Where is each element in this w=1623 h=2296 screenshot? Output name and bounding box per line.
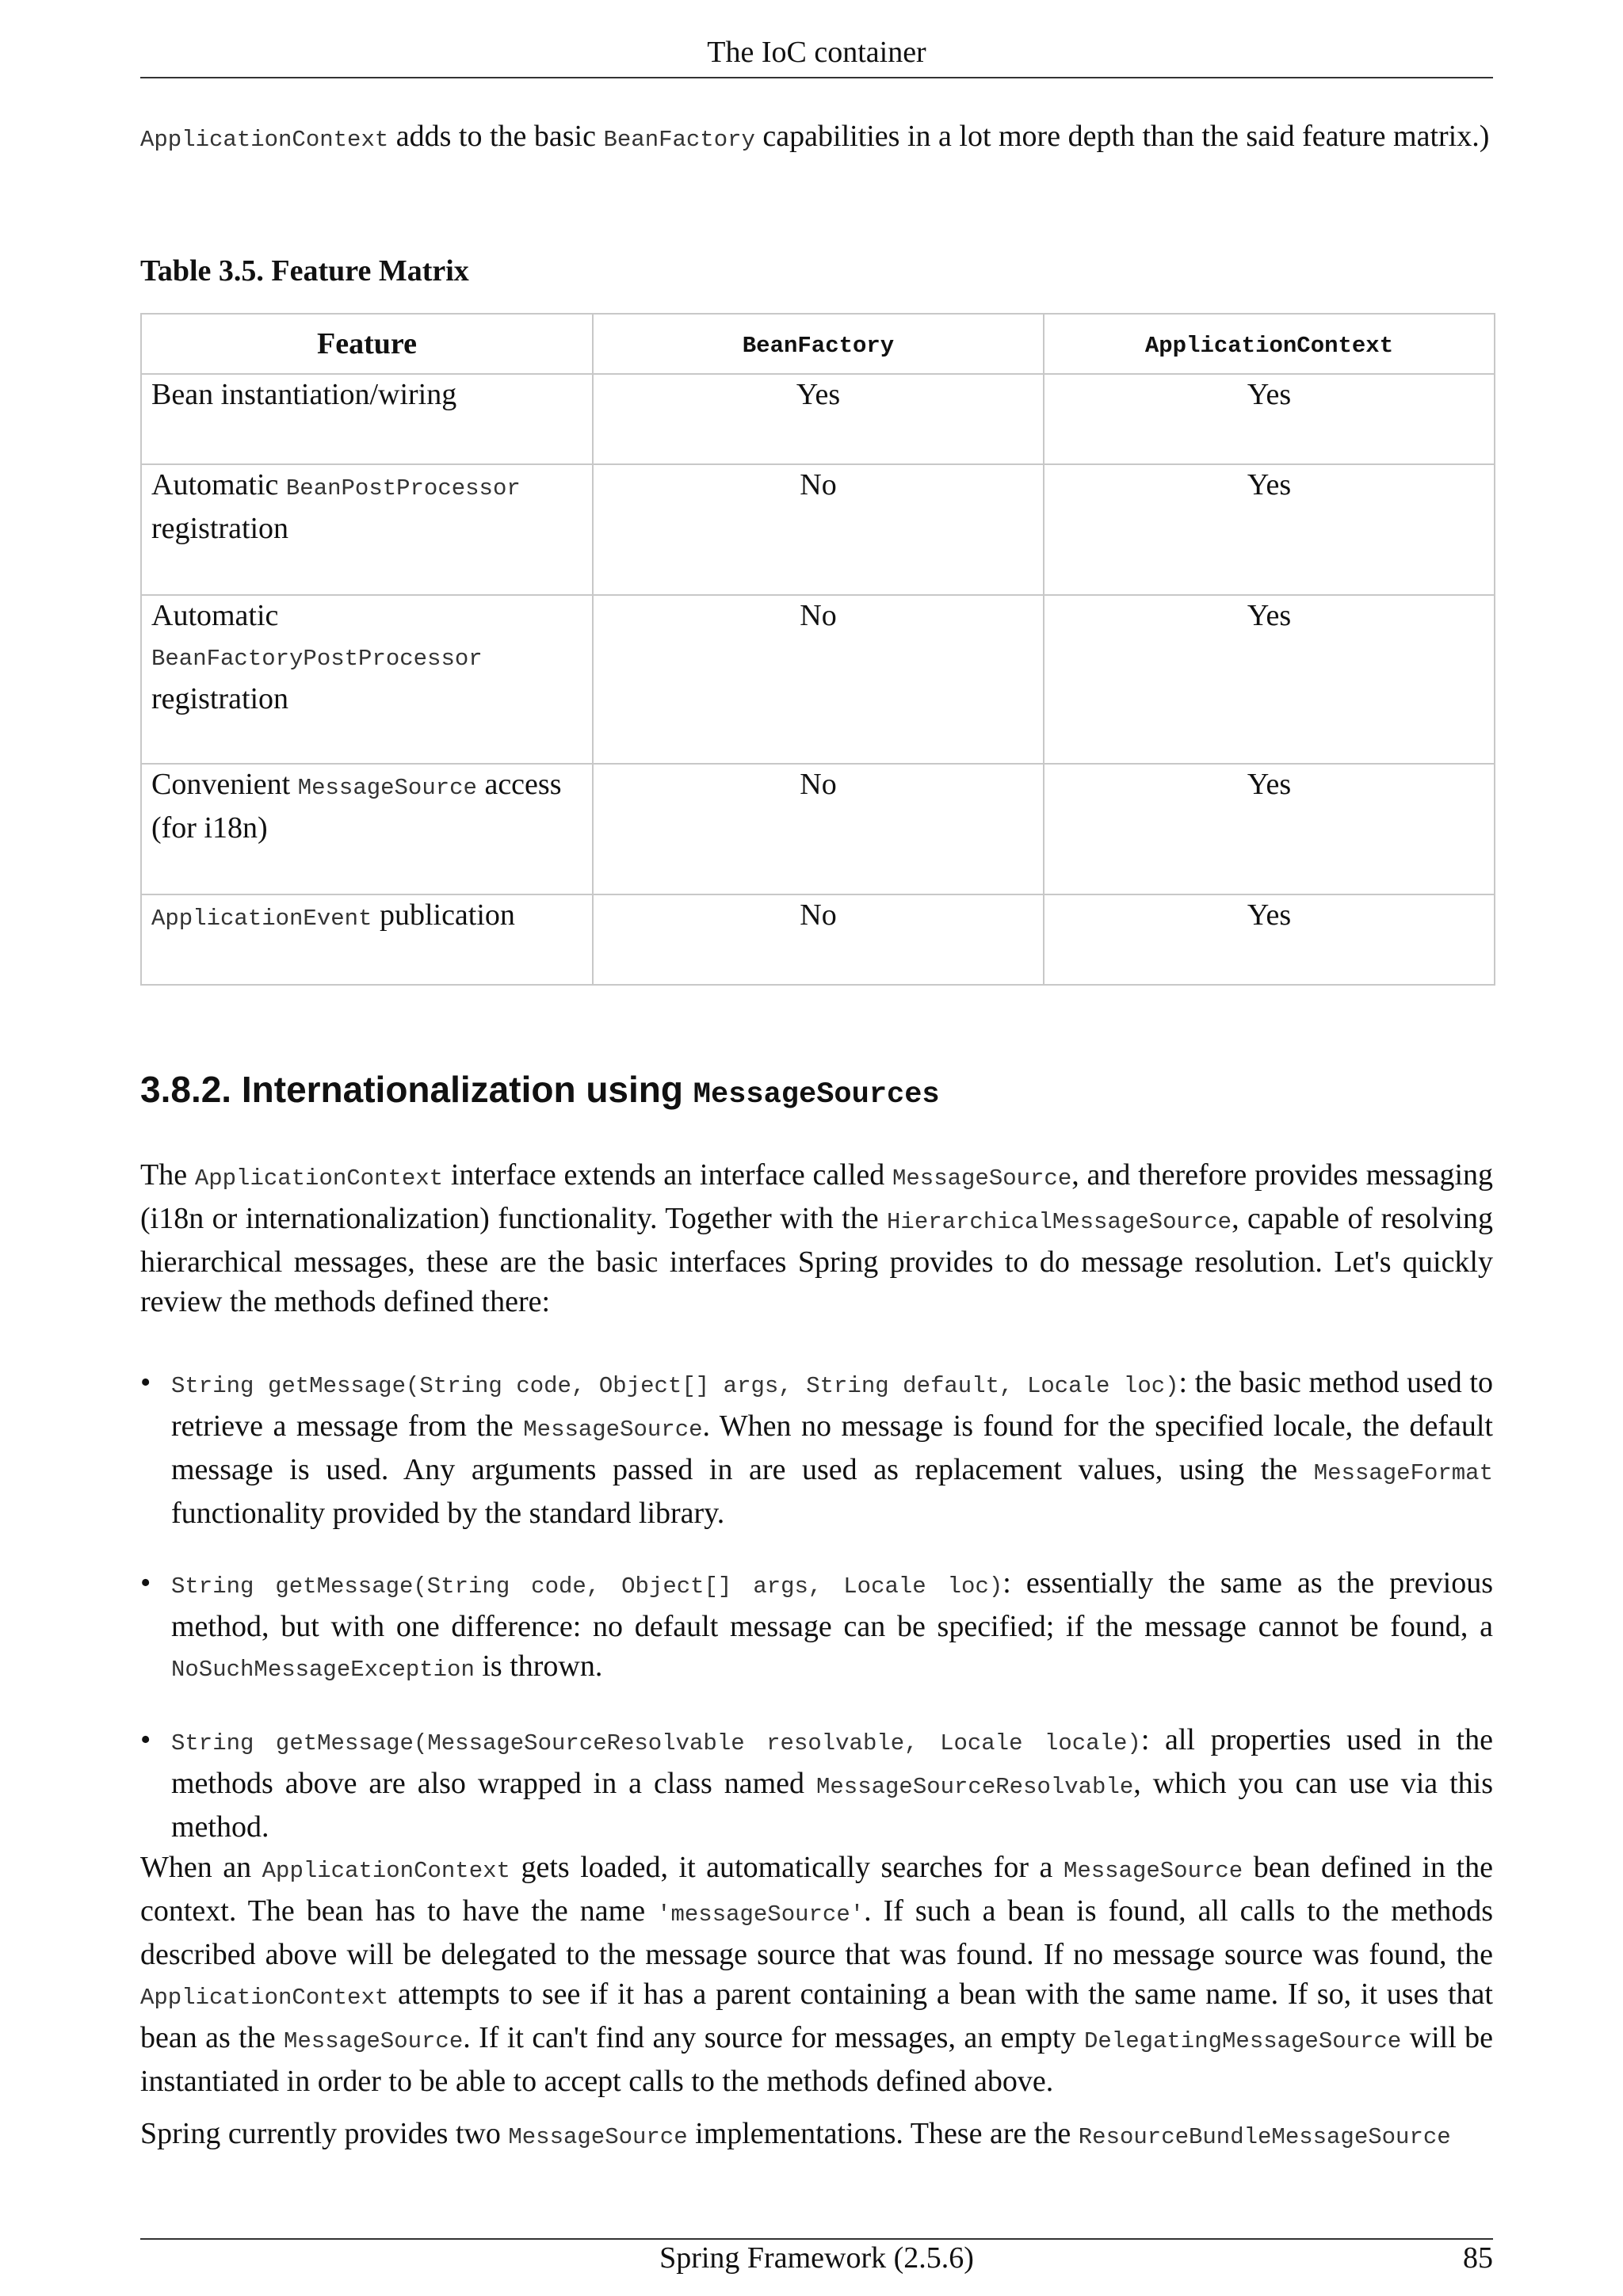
intro-messagesource-paragraph: The ApplicationContext interface extends an interface called MessageSource, and therefore provides messaging (i18n or internationalization) functionality. Together with the HierarchicalMessageSource, capable of resolving hierarchical messages, these are the basic interfaces Spring provides to do message resolution. Let's quickly review the methods defined there: (140, 1158, 1494, 1318)
inline-code: ResourceBundleMessageSource (1078, 2124, 1451, 2150)
inline-code: 'messageSource' (657, 1901, 865, 1928)
list-item: • String getMessage(MessageSourceResolvable resolvable, Locale locale): all properties used in the methods above are also wrapped in a class named MessageSourceResolvable, which you can use via this method. (140, 1720, 1493, 1847)
beanfactory-cell: No (593, 464, 1044, 595)
bullet-icon: • (140, 1723, 151, 1756)
feature-cell: Automatic BeanPostProcessor registration (141, 464, 593, 595)
method-signature: String getMessage(String code, Object[] args, String default, Locale loc) (171, 1373, 1179, 1399)
inline-code: MessageSource (1063, 1858, 1243, 1884)
column-header-applicationcontext: ApplicationContext (1044, 314, 1495, 374)
applicationcontext-cell: Yes (1044, 374, 1495, 464)
applicationcontext-cell: Yes (1044, 595, 1495, 764)
inline-code: ApplicationContext (194, 1165, 444, 1192)
messagesource-lookup-paragraph: When an ApplicationContext gets loaded, it automatically searches for a MessageSource bean defined in the context. The bean has to have the name 'messageSource'. If such a bean is found, all calls to the methods described above will be delegated to the message source that was found. If no message source was found, the ApplicationContext attempts to see if it has a parent containing a bean with the same name. If so, it uses that bean as the MessageSource. If it can't find any source for messages, an empty DelegatingMessageSource will be instantiated in order to be able to accept calls to the methods defined above. (140, 1851, 1494, 2098)
inline-code: BeanFactoryPostProcessor (151, 646, 483, 672)
inline-code: HierarchicalMessageSource (887, 1209, 1232, 1235)
beanfactory-cell: No (593, 894, 1044, 985)
beanfactory-cell: No (593, 764, 1044, 894)
list-item: • String getMessage(String code, Object[] args, String default, Locale loc): the basic method used to retrieve a message from the MessageSource. When no message is found for the specified locale, the default message is used. Any arguments passed in are used as replacement values, using the MessageFormat functionality provided by the standard library. (140, 1363, 1493, 1533)
inline-code: NoSuchMessageException (171, 1657, 475, 1683)
applicationcontext-cell: Yes (1044, 764, 1495, 894)
beanfactory-cell: No (593, 595, 1044, 764)
intro-paragraph: ApplicationContext adds to the basic BeanFactory capabilities in a lot more depth than the said feature matrix.) (140, 120, 1490, 153)
method-list (140, 1363, 1493, 1847)
inline-code: MessageSource (297, 775, 477, 801)
inline-code: MessageSources (693, 1078, 940, 1112)
table-row (141, 374, 1495, 464)
inline-code: BeanPostProcessor (285, 475, 521, 502)
footer-rule (140, 2238, 1493, 2240)
feature-matrix-table (140, 313, 1495, 986)
column-header-beanfactory: BeanFactory (593, 314, 1044, 374)
applicationcontext-cell: Yes (1044, 464, 1495, 595)
inline-code: BeanFactory (603, 127, 755, 153)
running-header: The IoC container (707, 36, 926, 69)
table-caption: Table 3.5. Feature Matrix (140, 254, 469, 288)
section-heading: 3.8.2. Internationalization using MessageSources (140, 1069, 940, 1112)
feature-cell: Automatic BeanFactoryPostProcessor registration (141, 595, 593, 764)
table-row (141, 464, 1495, 595)
applicationcontext-cell: Yes (1044, 894, 1495, 985)
bullet-icon: • (140, 1566, 151, 1600)
feature-cell: Bean instantiation/wiring (141, 374, 593, 464)
method-signature: String getMessage(MessageSourceResolvable resolvable, Locale locale) (171, 1730, 1141, 1756)
header-rule (140, 77, 1493, 78)
inline-code: MessageFormat (1313, 1460, 1493, 1486)
column-header-feature: Feature (141, 314, 593, 374)
table-row (141, 595, 1495, 764)
table-header-row (141, 314, 1495, 374)
beanfactory-cell: Yes (593, 374, 1044, 464)
inline-code: MessageSourceResolvable (816, 1774, 1134, 1800)
method-signature: String getMessage(String code, Object[] args, Locale loc) (171, 1573, 1003, 1600)
list-item: • String getMessage(String code, Object[] args, Locale loc): essentially the same as the previous method, but with one difference: no default message can be specified; if the message cannot be found, a NoSuchMessageException is thrown. (140, 1563, 1493, 1690)
inline-code: ApplicationContext (140, 1985, 389, 2011)
inline-code: MessageSource (508, 2124, 688, 2150)
footer-title: Spring Framework (2.5.6) (659, 2241, 974, 2275)
implementations-paragraph: Spring currently provides two MessageSource implementations. These are the ResourceBundleMessageSource (140, 2117, 1451, 2150)
feature-cell: Convenient MessageSource access (for i18n) (141, 764, 593, 894)
inline-code: MessageSource (892, 1165, 1072, 1192)
table-row (141, 894, 1495, 985)
inline-code: ApplicationContext (262, 1858, 510, 1884)
inline-code: ApplicationContext (140, 127, 389, 153)
bullet-icon: • (140, 1366, 151, 1399)
inline-code: ApplicationEvent (151, 906, 372, 932)
page-number: 85 (1463, 2241, 1493, 2275)
inline-code: DelegatingMessageSource (1083, 2028, 1402, 2054)
feature-cell: ApplicationEvent publication (141, 894, 593, 985)
inline-code: MessageSource (523, 1417, 703, 1443)
table-row (141, 764, 1495, 894)
inline-code: MessageSource (283, 2028, 464, 2054)
